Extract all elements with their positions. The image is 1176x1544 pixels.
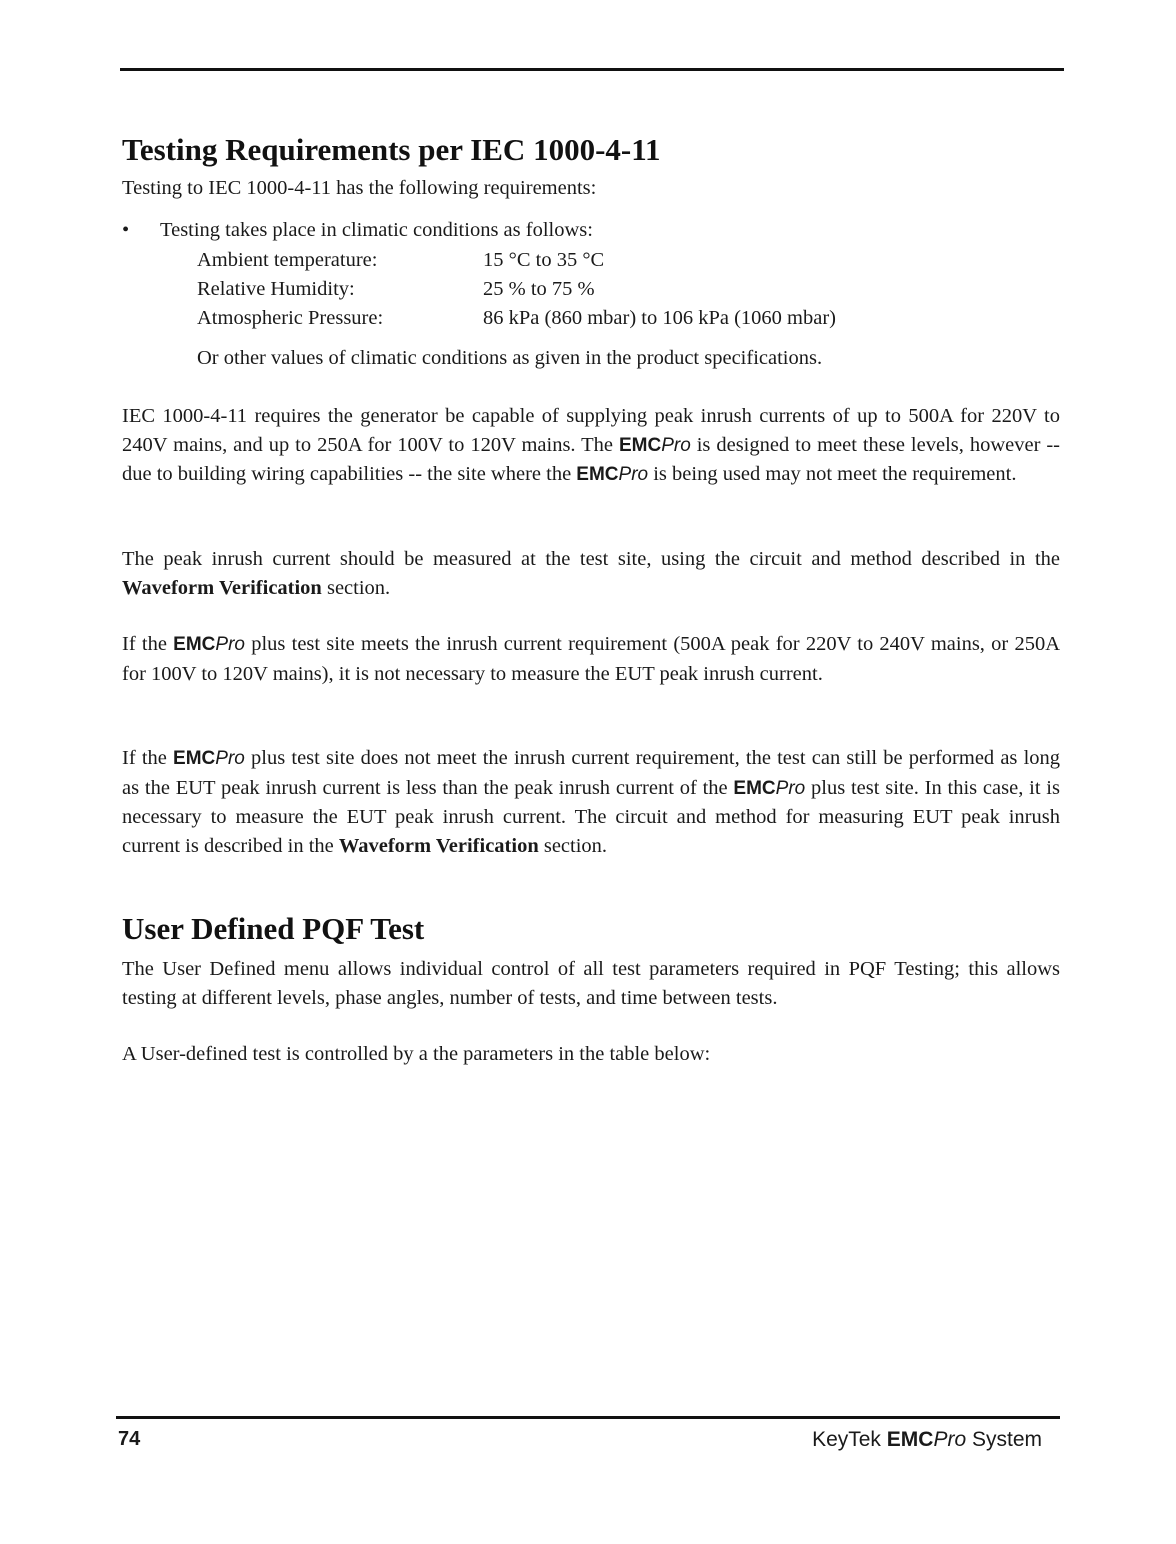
condition-value: 15 °C to 35 °C [483, 249, 605, 271]
paragraph-text: plus test site. In this case, it is necessary to measure the EUT peak inrush current. The circuit and method for measuring EUT peak inrush current is described in the [122, 776, 1060, 857]
paragraph-text: The peak inrush current should be measured at the test site, using the circuit and method described in the [122, 548, 1060, 570]
bullet-text: Testing takes place in climatic conditions as follows: [160, 219, 593, 241]
paragraph-table-intro: A User-defined test is controlled by a the parameters in the table below: [122, 1043, 711, 1065]
condition-value: 25 % to 75 % [483, 278, 595, 300]
bullet-icon: • [122, 219, 130, 241]
paragraph-text: is designed to meet these levels, however -- due to building wiring capabilities -- the site where the [122, 433, 1061, 485]
paragraph-user-defined-menu: The User Defined menu allows individual control of all test parameters required in PQF Testing; this allows testing at different levels, phase angles, number of tests, and time between tests. [122, 958, 1060, 1009]
paragraph-text: plus test site does not meet the inrush current requirement, the test can still be performed as long as the EUT peak inrush current is less than the peak inrush current of the [122, 747, 1061, 799]
page-number: 74 [118, 1428, 141, 1450]
footer-title: KeyTek EMCPro System [812, 1428, 1042, 1451]
paragraph-text: If the [122, 747, 167, 769]
climatic-conditions-list [197, 246, 836, 333]
footer-rule [116, 1416, 1060, 1419]
condition-label: Ambient temperature: [197, 249, 378, 271]
condition-value: 86 kPa (860 mbar) to 106 kPa (1060 mbar) [483, 307, 836, 329]
other-values-note: Or other values of climatic conditions as given in the product specifications. [197, 347, 823, 369]
condition-label: Atmospheric Pressure: [197, 307, 384, 329]
section-reference: Waveform Verification [122, 576, 322, 599]
paragraph-text: If the [122, 633, 167, 655]
brand-name: EMCPro [618, 434, 691, 456]
condition-row [197, 304, 836, 333]
brand-name: EMCPro [576, 464, 649, 485]
section-heading-user-defined-pqf: User Defined PQF Test [122, 911, 425, 946]
section-reference: Waveform Verification [338, 834, 539, 857]
brand-name: EMCPro [173, 634, 245, 655]
condition-row [197, 246, 836, 275]
paragraph-inrush-requirement [122, 402, 1060, 490]
brand-name: EMCPro [173, 748, 245, 769]
section-heading-iec-requirements: Testing Requirements per IEC 1000-4-11 [122, 132, 661, 167]
condition-row [197, 275, 836, 304]
paragraph-text: plus test site meets the inrush current requirement (500A peak for 220V to 240V mains, or 250A for 100V to 120V mains), it is not necessary to measure the EUT peak inrush current. [122, 633, 1061, 685]
paragraph-text: section. [543, 834, 608, 857]
header-rule [120, 68, 1064, 71]
paragraph-text: IEC 1000-4-11 requires the generator be capable of supplying peak inrush currents of up to 500A for 220V to 240V mains, and up to 250A for 100V to 120V mains. The [122, 405, 1060, 456]
intro-text: Testing to IEC 1000-4-11 has the following requirements: [122, 177, 597, 199]
paragraph-peak-inrush [122, 545, 1060, 602]
paragraph-text: is being used may not meet the requirement. [653, 463, 1017, 485]
paragraph-site-meets [122, 630, 1060, 688]
paragraph-site-not-meets [122, 744, 1060, 860]
condition-label: Relative Humidity: [197, 278, 355, 300]
paragraph-text: section. [326, 576, 391, 599]
brand-name: EMCPro [733, 777, 806, 799]
